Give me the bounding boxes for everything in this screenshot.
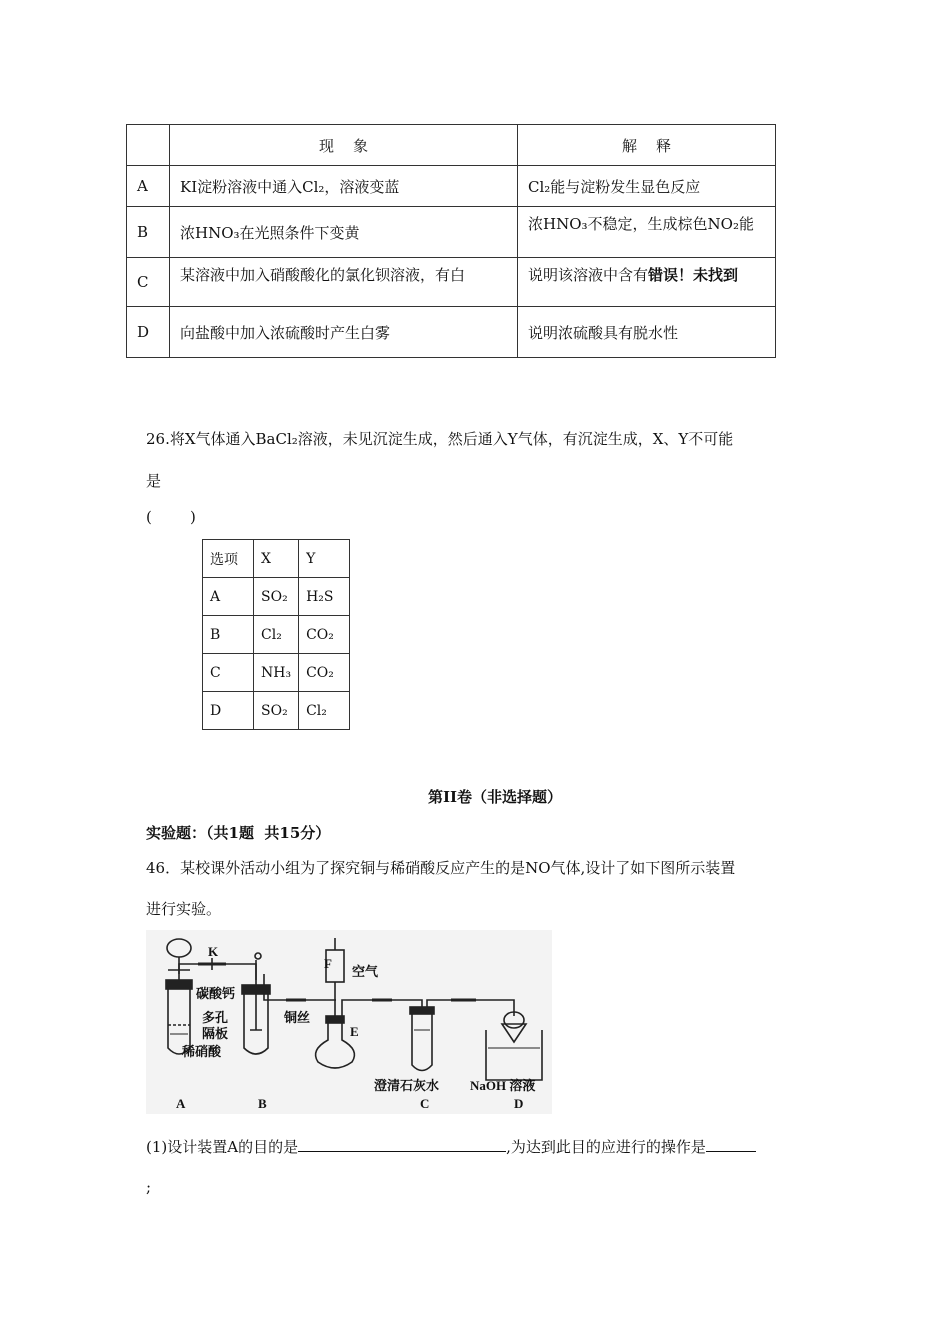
label-dilute-hno3: 稀硝酸 — [182, 1044, 222, 1059]
option-cell: B — [203, 616, 254, 654]
label-b: B — [258, 1096, 267, 1111]
row-label: D — [127, 307, 170, 358]
label-caco3: 碳酸钙 — [196, 986, 236, 1001]
y-cell: CO₂ — [299, 654, 350, 692]
sub-question-1-end: ; — [146, 1178, 152, 1196]
y-cell: H₂S — [299, 578, 350, 616]
explanation-text: 浓HNO₃不稳定，生成棕色NO₂能 — [528, 215, 754, 233]
sub-question-1-prompt: (1)设计装置A的目的是 — [146, 1138, 299, 1156]
answer-blank[interactable] — [298, 1135, 506, 1152]
y-cell: Cl₂ — [299, 692, 350, 730]
table-header-cell: Y — [299, 540, 350, 578]
reference-error: 错误！未找到 — [648, 266, 739, 284]
table-header-row — [203, 540, 350, 578]
option-cell: D — [203, 692, 254, 730]
phenomenon-cell: 浓HNO₃在光照条件下变黄 — [170, 207, 518, 258]
sub-question-1 — [146, 1135, 756, 1158]
label-partition: 隔板 — [202, 1026, 229, 1041]
options-table — [202, 539, 350, 730]
label-f: F — [324, 956, 332, 971]
table-header-cell — [127, 125, 170, 166]
label-e: E — [350, 1024, 359, 1039]
question-46-text-cont: 进行实验。 — [146, 900, 222, 918]
label-porous: 多孔 — [202, 1010, 229, 1025]
phenomenon-cell: 向盐酸中加入浓硫酸时产生白雾 — [170, 307, 518, 358]
section-subtitle: 实验题：（共1题 共15分） — [146, 824, 331, 842]
question-26-text: 26.将X气体通入BaCl₂溶液，未见沉淀生成，然后通入Y气体，有沉淀生成，X、Y不可能 — [146, 430, 734, 448]
option-cell: C — [203, 654, 254, 692]
table-row — [127, 307, 776, 358]
label-c: C — [420, 1096, 430, 1111]
table-row — [203, 654, 350, 692]
label-d: D — [514, 1096, 524, 1111]
label-naoh: NaOH 溶液 — [470, 1078, 536, 1093]
x-cell: SO₂ — [254, 692, 299, 730]
table-row — [127, 166, 776, 207]
x-cell: NH₃ — [254, 654, 299, 692]
row-label: B — [127, 207, 170, 258]
option-cell: A — [203, 578, 254, 616]
x-cell: SO₂ — [254, 578, 299, 616]
label-cu-wire: 铜丝 — [284, 1010, 311, 1025]
table-header-cell: 选项 — [203, 540, 254, 578]
row-label: A — [127, 166, 170, 207]
row-label: C — [127, 258, 170, 307]
explanation-text: 说明该溶液中含有 — [528, 266, 649, 284]
table-header-cell: 解 释 — [518, 125, 776, 166]
phenomenon-cell: KI淀粉溶液中通入Cl₂，溶液变蓝 — [170, 166, 518, 207]
table-row — [203, 578, 350, 616]
question-46-text: 46．某校课外活动小组为了探究铜与稀硝酸反应产生的是NO气体,设计了如下图所示装置 — [146, 859, 736, 877]
explanation-cell: Cl₂能与淀粉发生显色反应 — [518, 166, 776, 207]
table-header-cell: 现 象 — [170, 125, 518, 166]
table-row — [203, 692, 350, 730]
label-limewater: 澄清石灰水 — [374, 1078, 440, 1093]
table-row — [127, 207, 776, 258]
table-row — [127, 258, 776, 307]
label-k: K — [208, 944, 219, 959]
sub-question-1-prompt-2: ,为达到此目的应进行的操作是 — [506, 1138, 706, 1156]
explanation-cell — [518, 207, 776, 258]
question-26-text-cont: 是 — [146, 472, 162, 490]
section-title: 第II卷（非选择题） — [427, 788, 563, 806]
explanation-cell — [518, 258, 776, 307]
phenomenon-cell — [170, 258, 518, 307]
answer-blank[interactable] — [706, 1135, 756, 1152]
table-row — [203, 616, 350, 654]
y-cell: CO₂ — [299, 616, 350, 654]
answer-parentheses: ( ) — [146, 508, 196, 526]
label-air: 空气 — [352, 964, 379, 979]
table-header-row — [127, 125, 776, 166]
label-a: A — [176, 1096, 186, 1111]
phenomenon-explanation-table — [126, 124, 776, 358]
table-header-cell: X — [254, 540, 299, 578]
explanation-cell: 说明浓硫酸具有脱水性 — [518, 307, 776, 358]
x-cell: Cl₂ — [254, 616, 299, 654]
apparatus-diagram — [146, 930, 552, 1114]
phenomenon-text: 某溶液中加入硝酸酸化的氯化钡溶液，有白 — [180, 266, 466, 284]
